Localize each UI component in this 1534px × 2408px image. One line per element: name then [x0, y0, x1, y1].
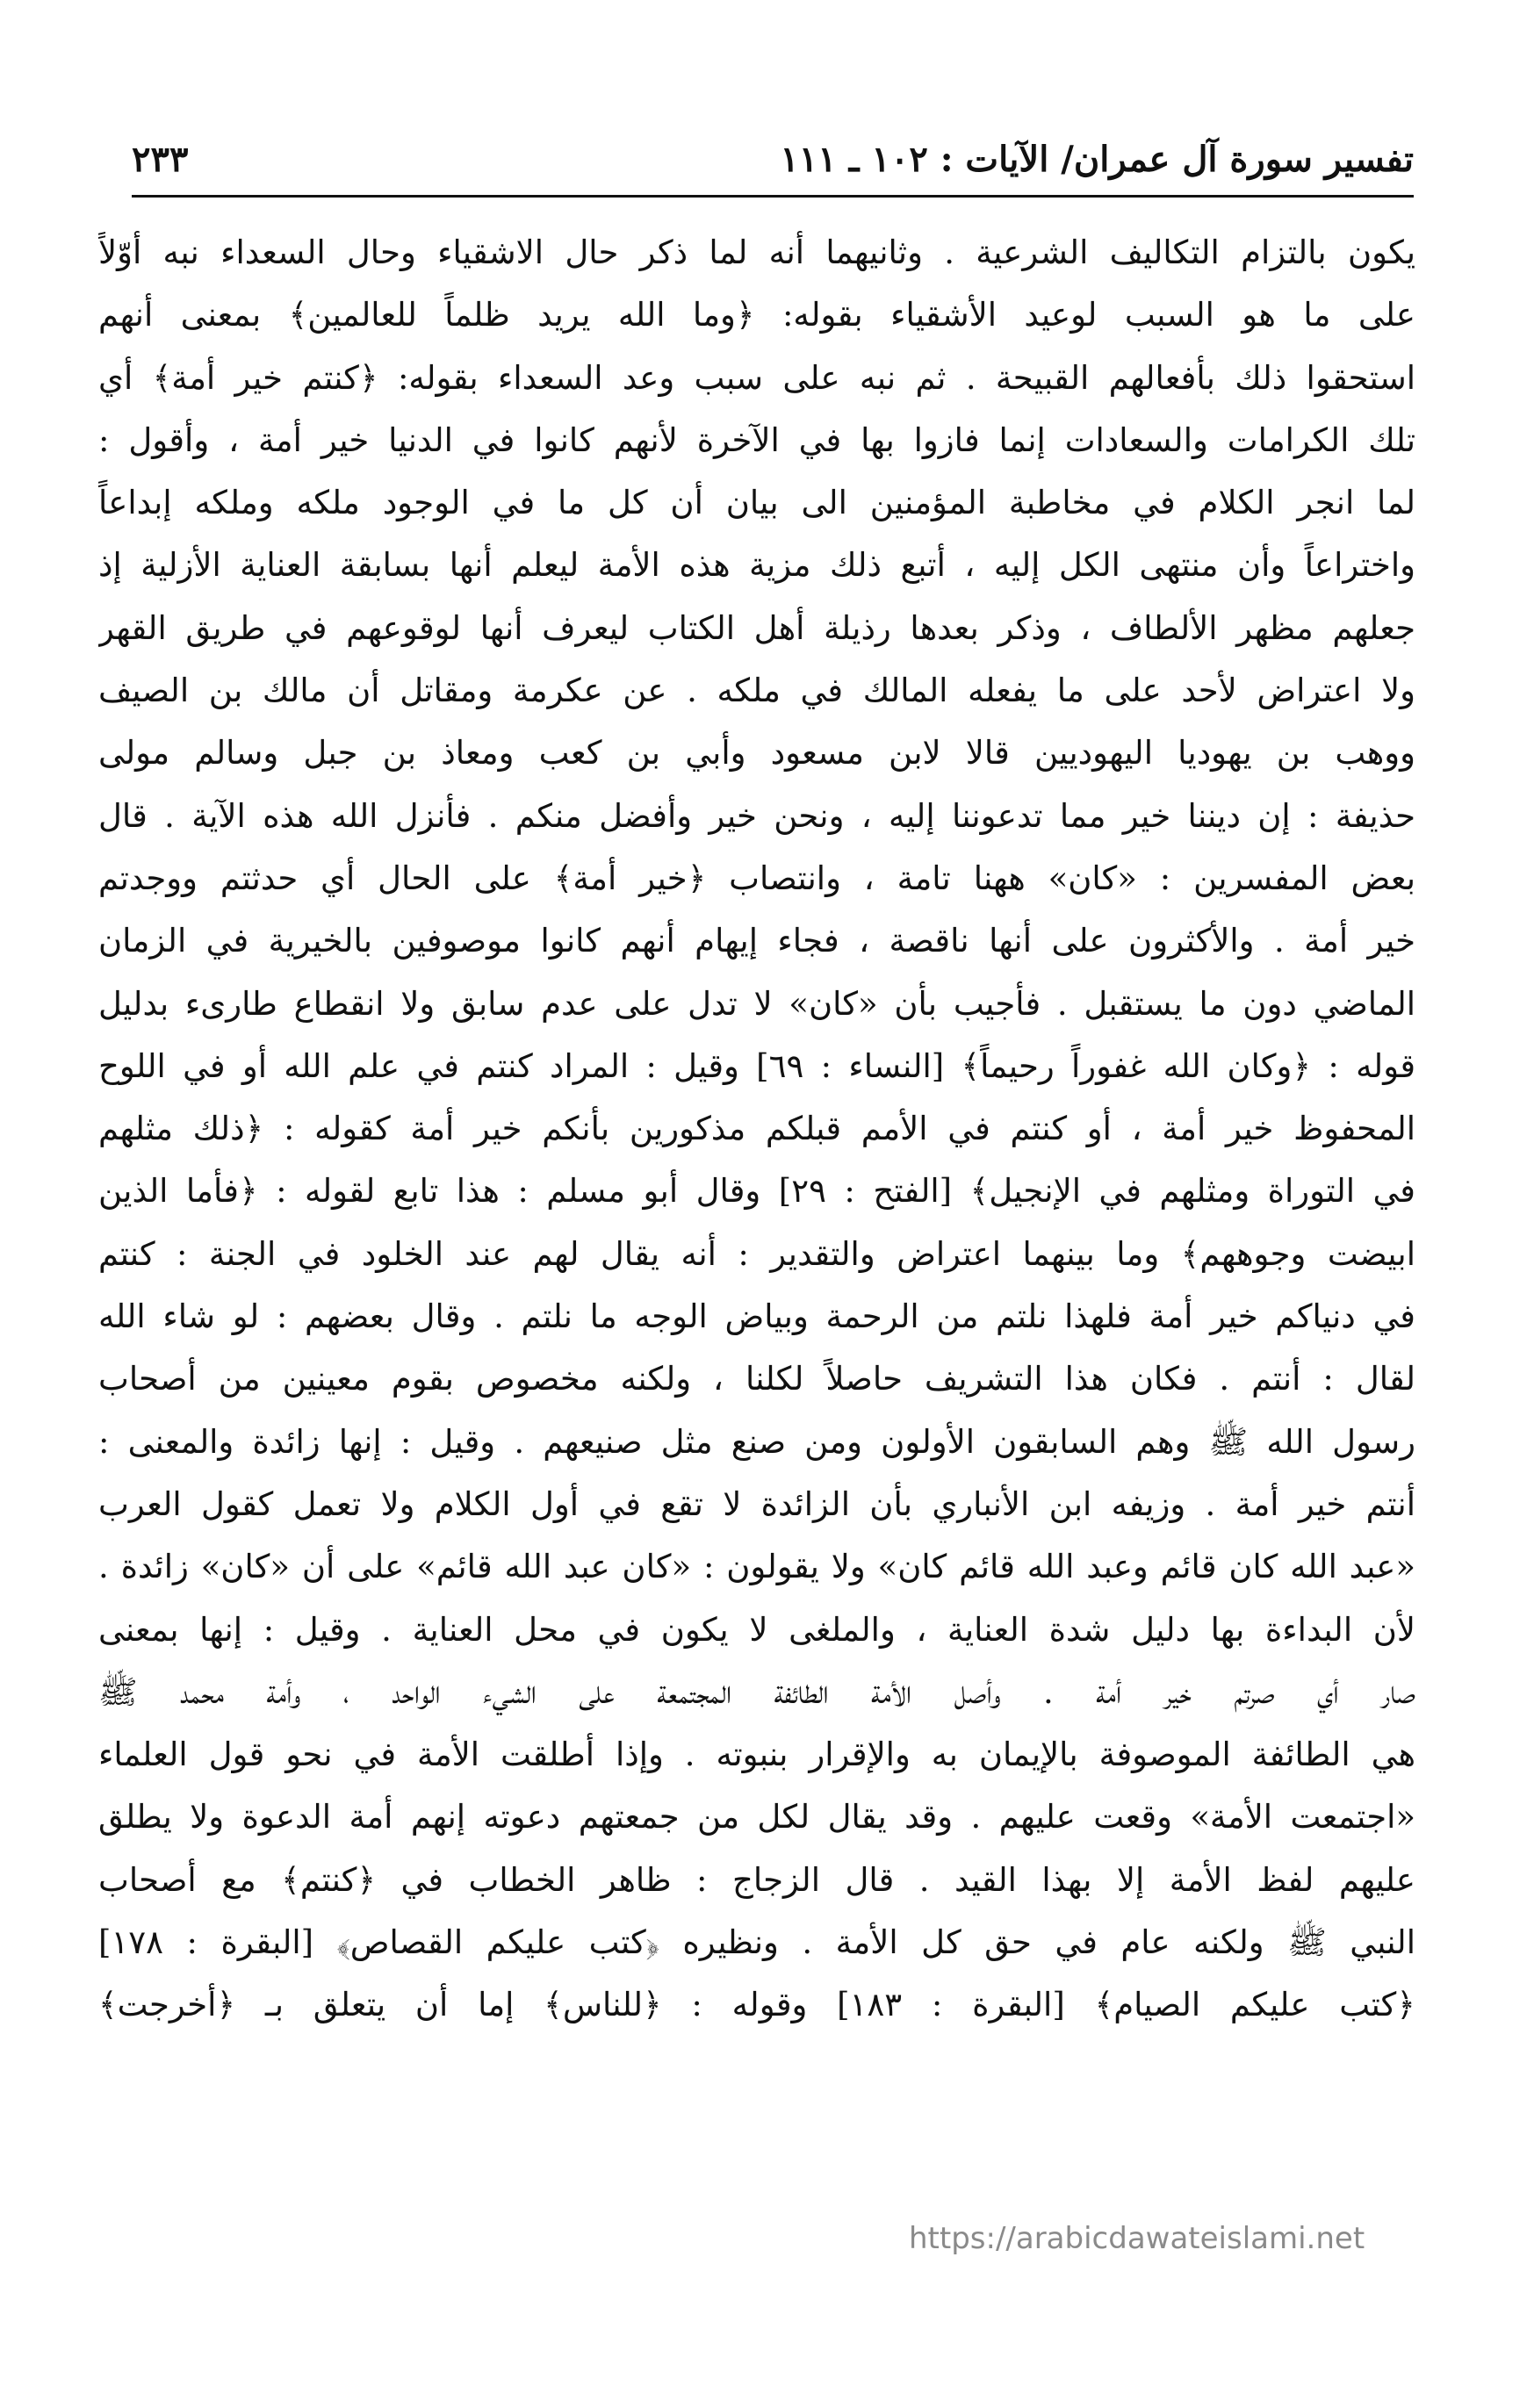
body-text: [98, 221, 1415, 2037]
text-line: خير أمة . والأكثرون على أنها ناقصة ، فجاء إيهام أنهم كانوا موصوفين بالخيرية في الزمان: [98, 922, 1415, 960]
header-title: تفسير سورة آل عمران/ الآيات : ١٠٢ ـ ١١١: [780, 139, 1414, 180]
text-line: لأن البداءة بها دليل شدة العناية ، والملغى لا يكون في محل العناية . وقيل : إنها بمعنى: [98, 1610, 1415, 1649]
text-line: ابيضت وجوههم﴾ وما بينهما اعتراض والتقدير : أنه يقال لهم عند الخلود في الجنة : كنتم: [98, 1234, 1415, 1273]
text-line: الماضي دون ما يستقبل . فأجيب بأن «كان» لا تدل على عدم سابق ولا انقطاع طارىء بدليل: [98, 984, 1415, 1023]
watermark-url: https://arabicdawateislami.net: [909, 2221, 1365, 2256]
text-line: أنتم خير أمة . وزيفه ابن الأنباري بأن الزائدة لا تقع في أول الكلام ولا تعمل كقول العرب: [98, 1484, 1415, 1523]
text-line: النبي ﷺ ولكنه عام في حق كل الأمة . ونظيره ﴿كتب عليكم القصاص﴾ [البقرة : ١٧٨]: [98, 1923, 1415, 1962]
text-line: تلك الكرامات والسعادات إنما فازوا بها في الآخرة لأنهم كانوا في الدنيا خير أمة ، وأقول :: [98, 421, 1415, 459]
header-rule: [132, 195, 1414, 198]
text-line: في دنياكم خير أمة فلهذا نلتم من الرحمة وبياض الوجه ما نلتم . وقال بعضهم : لو شاء الله: [98, 1297, 1415, 1336]
text-line: رسول الله ﷺ وهم السابقون الأولون ومن صنع مثل صنيعهم . وقيل : إنها زائدة والمعنى :: [98, 1422, 1415, 1461]
text-line: بعض المفسرين : «كان» ههنا تامة ، وانتصاب ﴿خير أمة﴾ على الحال أي حدثتم ووجدتم: [98, 859, 1415, 897]
text-line: حذيفة : إن ديننا خير مما تدعوننا إليه ، ونحن خير وأفضل منكم . فأنزل الله هذه الآية . قال: [98, 796, 1415, 835]
text-line: جعلهم مظهر الألطاف ، وذكر بعدها رذيلة أهل الكتاب ليعرف أنها لوقوعهم في طريق القهر: [98, 608, 1415, 647]
text-line: عليهم لفظ الأمة إلا بهذا القيد . قال الزجاج : ظاهر الخطاب في ﴿كنتم﴾ مع أصحاب: [98, 1860, 1415, 1899]
text-line: «عبد الله كان قائم وعبد الله قائم كان» ولا يقولون : «كان عبد الله قائم» على أن «كان» زائدة .: [98, 1548, 1415, 1586]
text-line: صار أي صرتم خير أمة . وأصل الأمة الطائفة المجتمعة على الشيء الواحد ، وأمة محمد ﷺ: [98, 1672, 1415, 1711]
text-line: ولا اعتراض لأحد على ما يفعله المالك في ملكه . عن عكرمة ومقاتل أن مالك بن الصيف: [98, 672, 1415, 710]
text-line: على ما هو السبب لوعيد الأشقياء بقوله: ﴿وما الله يريد ظلماً للعالمين﴾ بمعنى أنهم: [98, 296, 1415, 334]
running-header: [132, 132, 1414, 193]
text-line: في التوراة ومثلهم في الإنجيل﴾ [الفتح : ٢٩] وقال أبو مسلم : هذا تابع لقوله : ﴿فأما الذين: [98, 1172, 1415, 1211]
text-line: استحقوا ذلك بأفعالهم القبيحة . ثم نبه على سبب وعد السعداء بقوله: ﴿كنتم خير أمة﴾ أي: [98, 358, 1415, 397]
text-line: لما انجر الكلام في مخاطبة المؤمنين الى بيان أن كل ما في الوجود ملكه وملكه إبداعاً: [98, 484, 1415, 522]
text-line: لقال : أنتم . فكان هذا التشريف حاصلاً لكلنا ، ولكنه مخصوص بقوم معينين من أصحاب: [98, 1360, 1415, 1398]
text-line: واختراعاً وأن منتهى الكل إليه ، أتبع ذلك مزية هذه الأمة ليعلم أنها بسابقة العناية الأزلية إذ: [98, 546, 1415, 585]
page-number: ٢٣٣: [132, 139, 189, 180]
text-line: قوله : ﴿وكان الله غفوراً رحيماً﴾ [النساء : ٦٩] وقيل : المراد كنتم في علم الله أو في اللوح: [98, 1046, 1415, 1085]
text-line: يكون بالتزام التكاليف الشرعية . وثانيهما أنه لما ذكر حال الاشقياء وحال السعداء نبه أوّلاً: [98, 234, 1415, 271]
text-line: ﴿كتب عليكم الصيام﴾ [البقرة : ١٨٣] وقوله : ﴿للناس﴾ إما أن يتعلق بـ ﴿أخرجت﴾: [98, 1986, 1415, 2024]
text-line: المحفوظ خير أمة ، أو كنتم في الأمم قبلكم مذكورين بأنكم خير أمة كقوله : ﴿ذلك مثلهم: [98, 1110, 1415, 1148]
text-line: ووهب بن يهوديا اليهوديين قالا لابن مسعود وأبي بن كعب ومعاذ بن جبل وسالم مولى: [98, 734, 1415, 773]
text-line: «اجتمعت الأمة» وقعت عليهم . وقد يقال لكل من جمعتهم دعوته إنهم أمة الدعوة ولا يطلق: [98, 1798, 1415, 1837]
text-line: هي الطائفة الموصوفة بالإيمان به والإقرار بنبوته . وإذا أطلقت الأمة في نحو قول العلماء: [98, 1736, 1415, 1774]
